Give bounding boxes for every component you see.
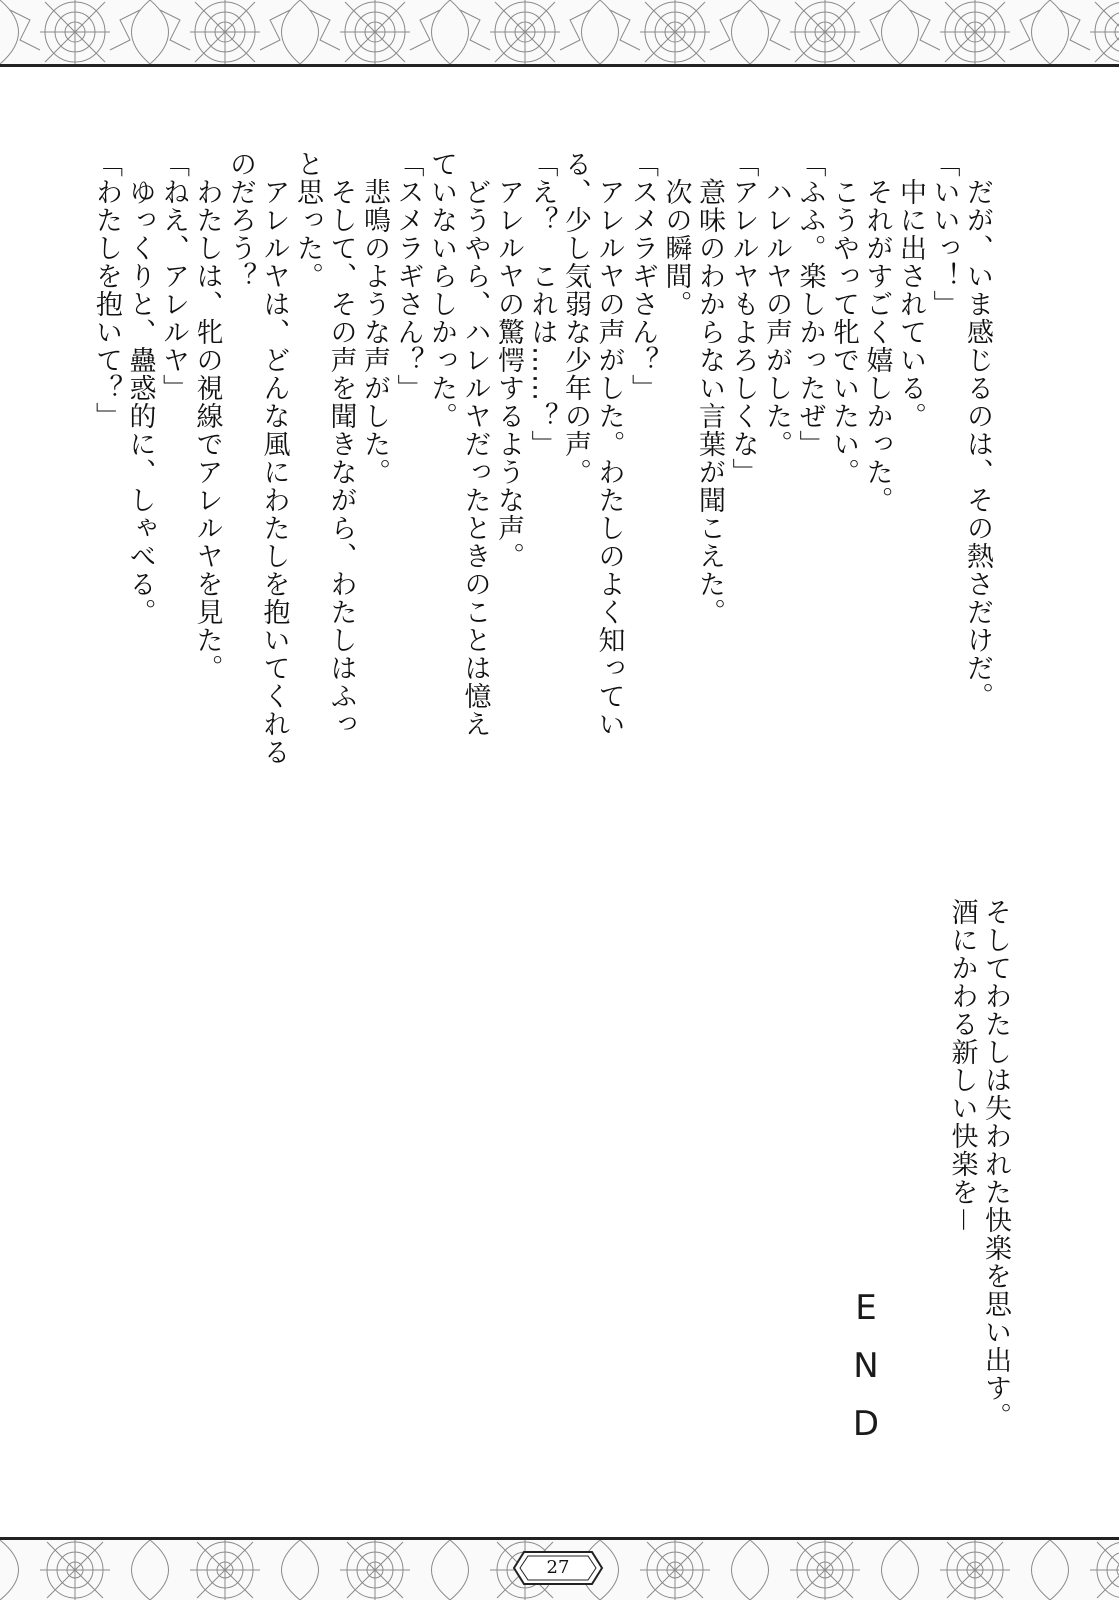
text-line: 意味のわからない言葉が聞こえた。 bbox=[694, 150, 725, 626]
top-rule bbox=[0, 64, 1119, 67]
closing-line: そしてわたしは失われた快楽を思い出す。 bbox=[980, 870, 1011, 1430]
text-line: ていないらしかった。 bbox=[426, 150, 457, 430]
top-lace-border bbox=[0, 0, 1119, 64]
text-line: 「アレルヤもよろしくな」 bbox=[727, 150, 759, 486]
text-line: アレルヤは、どんな風にわたしを抱いてくれる bbox=[258, 150, 290, 766]
end-mark: END bbox=[846, 1288, 886, 1462]
text-line: どうやら、ハレルヤだったときのことは憶え bbox=[459, 150, 491, 738]
text-line: 悲鳴のような声がした。 bbox=[359, 150, 390, 486]
text-line: 「いいっ！」 bbox=[928, 150, 960, 318]
text-line: そして、その声を聞きながら、わたしはふっ bbox=[325, 150, 357, 738]
text-line: 「え？ これは……？」 bbox=[526, 150, 558, 458]
text-line: 次の瞬間。 bbox=[660, 150, 692, 318]
closing-text bbox=[945, 870, 1012, 1430]
text-line: 「わたしを抱いて？」 bbox=[91, 150, 122, 430]
text-line: ハレルヤの声がした。 bbox=[761, 150, 792, 458]
text-line: 「ふふ。楽しかったぜ」 bbox=[794, 150, 826, 458]
text-line: こうやって牝でいたい。 bbox=[828, 150, 859, 486]
text-line: る、少し気弱な少年の声。 bbox=[560, 150, 591, 486]
text-line: と思った。 bbox=[292, 150, 323, 290]
text-line: 中に出されている。 bbox=[895, 150, 926, 430]
closing-line: 酒にかわる新しい快楽を－ bbox=[946, 870, 978, 1234]
main-story-text bbox=[90, 150, 995, 766]
text-line: 「スメラギさん？」 bbox=[392, 150, 424, 402]
text-line: 「スメラギさん？」 bbox=[627, 150, 658, 402]
text-line: それがすごく嬉しかった。 bbox=[861, 150, 893, 514]
lace-pattern-icon bbox=[0, 0, 1119, 64]
text-line: のだろう？ bbox=[225, 150, 256, 290]
text-line: ゆっくりと、蠱惑的に、しゃべる。 bbox=[124, 150, 156, 626]
text-line: 「ねえ、アレルヤ」 bbox=[158, 150, 189, 402]
page-number: 27 bbox=[546, 1557, 570, 1578]
text-line: わたしは、牝の視線でアレルヤを見た。 bbox=[191, 150, 223, 682]
text-line: アレルヤの驚愕するような声。 bbox=[493, 150, 524, 570]
text-line: アレルヤの声がした。わたしのよく知ってい bbox=[593, 150, 625, 738]
page-number-badge bbox=[512, 1550, 604, 1586]
text-line: だが、いま感じるのは、その熱さだけだ。 bbox=[962, 150, 993, 710]
